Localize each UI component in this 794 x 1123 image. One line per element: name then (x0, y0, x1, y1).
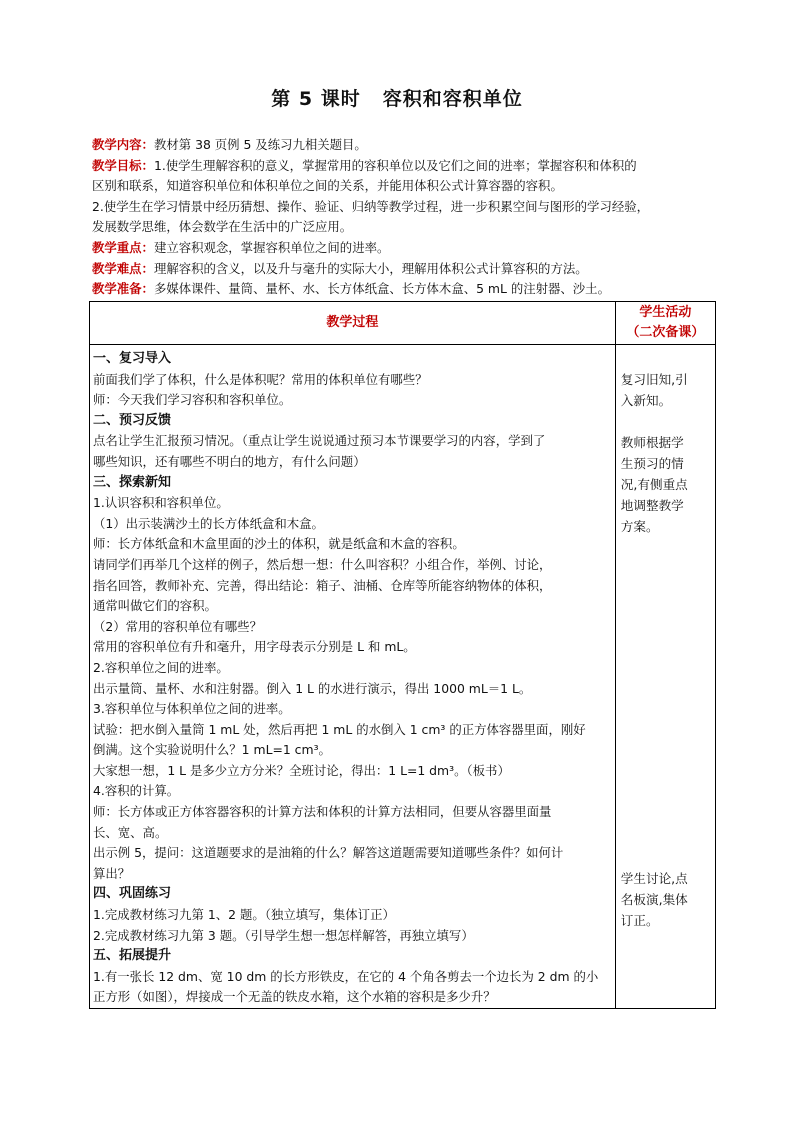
goal-label: 教学目标： (92, 157, 154, 173)
process-line: 3.容积单位与体积单位之间的进率。 (93, 701, 291, 717)
student-note-3b: 名板演,集体 (620, 892, 688, 907)
goal-line (92, 156, 714, 177)
process-line: 倒满。这个实验说明什么？1 mL=1 cm³。 (93, 742, 331, 758)
difficulty-text: 理解容积的含义，以及升与毫升的实际大小，理解用体积公式计算容积的方法。 (153, 260, 588, 276)
process-line: 师：长方体纸盒和木盒里面的沙土的体积，就是纸盒和木盒的容积。 (93, 536, 465, 552)
process-line: 4.容积的计算。 (93, 783, 180, 799)
lesson-number: 第 5 课时 (271, 88, 361, 110)
goal-line-3: 2.使学生在学习情景中经历猜想、操作、验证、归纳等教学过程，进一步积累空间与图形的学习经验， (92, 198, 650, 214)
process-line: 正方形（如图），焊接成一个无盖的铁皮水箱，这个水箱的容积是多少升？ (93, 989, 496, 1005)
student-header-2: （二次备课） (626, 325, 705, 340)
section-heading: 二、预习反馈 (93, 412, 172, 428)
process-line: 出示例 5，提问：这道题要求的是油箱的什么？解答这道题需要知道哪些条件？如何计 (93, 845, 564, 861)
process-line: （2）常用的容积单位有哪些？ (93, 618, 262, 634)
student-note-2d: 地调整教学 (620, 498, 684, 513)
process-header: 教学过程 (326, 315, 379, 330)
process-line: 1.有一张长 12 dm、宽 10 dm 的长方形铁皮，在它的 4 个角各剪去一个边长为 2 dm 的小 (93, 968, 599, 984)
process-line: 2.完成教材练习九第 3 题。（引导学生想一想怎样解答，再独立填写） (93, 927, 474, 943)
student-note-2b: 生预习的情 (620, 456, 684, 471)
goal-line-2: 区别和联系，知道容积单位和体积单位之间的关系，并能用体积公式计算容器的容积。 (92, 178, 563, 194)
student-activity-cell (615, 345, 715, 1009)
process-line: 点名让学生汇报预习情况。（重点让学生说说通过预习本节课要学习的内容，学到了 (93, 433, 546, 449)
section-heading: 五、拓展提升 (93, 948, 172, 964)
process-line: 1.认识容积和容积单位。 (93, 495, 229, 511)
process-line: （1）出示装满沙土的长方体纸盒和木盒。 (93, 515, 324, 531)
section-heading: 一、复习导入 (93, 351, 172, 366)
process-line: 师：今天我们学习容积和容积单位。 (93, 392, 292, 408)
process-line: 常用的容积单位有升和毫升，用字母表示分别是 L 和 mL。 (93, 639, 416, 655)
process-line: 算出？ (93, 865, 131, 881)
process-line: 指名回答，教师补充、完善，得出结论：箱子、油桶、仓库等所能容纳物体的体积， (93, 577, 552, 593)
process-line: 出示量筒、量杯、水和注射器。倒入 1 L 的水进行演示，得出 1000 mL＝1 L。 (93, 680, 532, 696)
section-heading: 三、探索新知 (93, 474, 172, 490)
content-line (92, 135, 714, 156)
process-line: 1.完成教材练习九第 1、2 题。（独立填写，集体订正） (93, 907, 395, 923)
prep-label: 教学准备： (92, 281, 154, 297)
key-line (92, 238, 714, 259)
student-note-1a: 复习旧知,引 (620, 372, 688, 387)
section-heading: 四、巩固练习 (93, 886, 172, 902)
teaching-process-cell (90, 345, 616, 1009)
goal-text-1a: 1.使学生理解容积的意义，掌握常用的容积单位以及它们之间的进率；掌握容积和体积的 (153, 157, 637, 173)
difficulty-line (92, 259, 714, 280)
process-header-cell (90, 302, 616, 345)
content-label: 教学内容： (92, 137, 154, 152)
key-text: 建立容积观念，掌握容积单位之间的进率。 (153, 239, 390, 255)
student-note-3c: 订正。 (620, 913, 659, 928)
process-line: 前面我们学了体积，什么是体积呢？常用的体积单位有哪些？ (93, 371, 428, 387)
difficulty-label: 教学难点： (92, 260, 154, 276)
student-header-cell (615, 302, 715, 345)
process-line: 长、宽、高。 (93, 824, 168, 840)
process-line: 2.容积单位之间的进率。 (93, 659, 229, 675)
process-line: 试验：把水倒入量筒 1 mL 处，然后再把 1 mL 的水倒入 1 cm³ 的正方体容器里面，刚好 (93, 721, 586, 737)
student-header-1: 学生活动 (639, 305, 692, 320)
content-text: 教材第 38 页例 5 及练习九相关题目。 (153, 137, 367, 152)
student-note-2a: 教师根据学 (620, 435, 684, 450)
key-label: 教学重点： (92, 239, 154, 255)
process-line: 哪些知识，还有哪些不明白的地方，有什么问题） (93, 453, 366, 469)
process-line: 师：长方体或正方体容器容积的计算方法和体积的计算方法相同，但要从容器里面量 (93, 804, 552, 820)
student-note-1b: 入新知。 (620, 393, 672, 408)
prep-line (92, 279, 714, 300)
prep-text: 多媒体课件、量筒、量杯、水、长方体纸盒、长方体木盒、5 mL 的注射器、沙土。 (153, 281, 610, 297)
student-note-2e: 方案。 (620, 519, 659, 534)
table-body-row (90, 345, 716, 1009)
goal-line-4: 发展数学思维，体会数学在生活中的广泛应用。 (92, 219, 353, 235)
process-line: 大家想一想，1 L 是多少立方分米？全班讨论，得出：1 L=1 dm³。（板书） (93, 762, 510, 778)
table-header-row (90, 302, 716, 345)
lesson-meta (92, 135, 714, 300)
process-line: 通常叫做它们的容积。 (93, 598, 217, 614)
student-note-2c: 况,有侧重点 (620, 477, 688, 492)
page-title (0, 84, 794, 111)
process-line: 请同学们再举几个这样的例子，然后想一想：什么叫容积？小组合作，举例、讨论， (93, 556, 552, 572)
student-note-3a: 学生讨论,点 (620, 871, 688, 886)
lesson-topic: 容积和容积单位 (382, 88, 523, 110)
lesson-table (89, 301, 716, 1009)
